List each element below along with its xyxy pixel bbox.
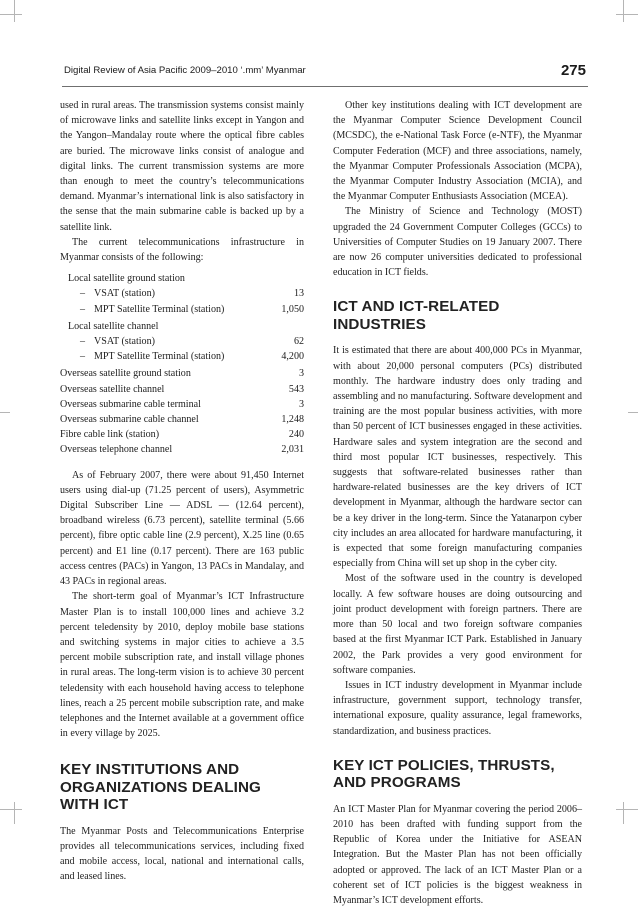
list-item: – MPT Satellite Terminal (station) 1,050 — [60, 302, 304, 317]
paragraph: The short-term goal of Myanmar’s ICT Infrastructure Master Plan is to install 100,000 lines and achieve 3.2 percent teledensity by 2010, deploy mobile base stations and switching systems in major cities to achieve a 3.5 percent mobile subscription rate, and install village phones in rural areas. The long-term vision is to achieve 30 percent teledensity with each household having access to telephone lines, reach a 25 percent mobile subscription rate, and make telephones and the Internet available at a government office in every village by 2025. — [60, 591, 304, 740]
list-item: Fibre cable link (station) 240 — [60, 427, 304, 442]
header-rule — [62, 86, 588, 87]
list-item-value: 2,031 — [281, 444, 304, 456]
list-item: Overseas submarine cable channel 1,248 — [60, 412, 304, 427]
list-item: Overseas telephone channel 2,031 — [60, 442, 304, 457]
paragraph: The Ministry of Science and Technology (MOST) upgraded the 24 Government Computer Colleges (GCCs) to Universities of Computer Studies on 19 January 2007. There are now 26 computer universities dedicated to professional education in ICT fields. — [333, 206, 582, 279]
section-heading: KEY ICT POLICIES, THRUSTS, AND PROGRAMS — [333, 756, 555, 792]
paragraph: As of February 2007, there were about 91,450 Internet users using dial-up (71.25 percent of users), Asymmetric Digital Subscriber Line — ADSL — (12.64 percent), broadband wireless (6.73 percent), satellite terminal (5.66 percent), fibre optic cable line (2.9 percent), X.25 line (0.65 percent) and E1 line (0.17 percent). There are 163 public access centres (PACs) in Yangon, 13 PACs in Mandalay, and 43 PACs in regional areas. — [60, 469, 304, 588]
crop-mark-top-left — [14, 0, 15, 22]
list-item: Overseas submarine cable terminal 3 — [60, 397, 304, 412]
list-item: Overseas satellite channel 543 — [60, 382, 304, 397]
crop-mark-top-left-h — [0, 14, 22, 15]
section-heading: KEY INSTITUTIONS AND ORGANIZATIONS DEALING WITH ICT — [60, 761, 261, 814]
paragraph: Most of the software used in the country is developed locally. A few software houses are doing outsourcing and joint product development with foreign partners. There are more than 50 local and two foreign software companies based at the first Myanmar ICT Park. Established in January 2002, the Park provides a very good environment for software companies. — [333, 573, 582, 676]
list-item-value: 3 — [298, 368, 304, 380]
list-item-value: 1,050 — [281, 303, 304, 315]
list-item-value: 62 — [293, 336, 304, 348]
crop-mark-mid-left — [0, 412, 10, 413]
list-item-value: 4,200 — [281, 351, 304, 363]
paragraph: Issues in ICT industry development in Myanmar include infrastructure, government support, technology transfer, international exposure, quality assurance, legal frameworks, standardization, and business practices. — [333, 679, 582, 737]
list-item-value: 13 — [293, 288, 304, 300]
list-item-value: 240 — [288, 429, 304, 441]
paragraph: An ICT Master Plan for Myanmar covering the period 2006–2010 has been drafted with funding support from the Republic of Korea under the Initiative for ASEAN Integration. But the Master Plan has not been officially adopted or approved. The lack of an ICT Master Plan or a coherent set of ICT policies is the biggest weakness in Myanmar’s ICT development efforts. — [333, 803, 582, 906]
crop-mark-bottom-left — [14, 802, 15, 824]
paragraph: It is estimated that there are about 400,000 PCs in Myanmar, with about 20,000 personal computers (PCs) distributed monthly. The hardware industry does only trading and assembling and no manufacturing. Software development and training are the most popular business activities, with more than 50 percent of ICT businesses engaged in these activities. Hardware sales and system integration are the second and third most popular ICT businesses, respectively. This suggests that software-related businesses rather than hardware-related businesses are the key drivers of ICT development in Myanmar, although the hardware sector can be a key driver in the long-term. Since the Yatanarpon cyber city includes an area allocated for hardware manufacturing, it is expected that some foreign manufacturing companies especially from China will set up shop in the cyber city. — [333, 345, 582, 570]
infrastructure-list — [60, 271, 304, 457]
paragraph: The current telecommunications infrastructure in Myanmar consists of the following: — [60, 236, 304, 264]
crop-mark-bottom-right — [623, 802, 624, 824]
left-column — [60, 98, 304, 885]
crop-mark-bottom-right-h — [616, 809, 638, 810]
list-group-heading: Local satellite channel — [68, 320, 159, 332]
paragraph: used in rural areas. The transmission systems consist mainly of microwave links and satellite links except in Yangon and the Yangon–Mandalay route where the optical fibre cables are buried. The microwave links consist of analogue and digital links. The current transmission systems are more than enough to meet the country’s telecommunications demand. Myanmar’s international link is also satisfactory in the sense that the main submarine cable is backed up by a satellite link. — [60, 100, 304, 233]
crop-mark-top-right-h — [616, 14, 638, 15]
list-item: Overseas satellite ground station 3 — [60, 366, 304, 381]
running-title: Digital Review of Asia Pacific 2009–2010 ‘.mm’ Myanmar — [64, 65, 306, 76]
list-item-value: 1,248 — [281, 414, 304, 426]
list-group-heading: Local satellite ground station — [68, 273, 185, 285]
section-heading: ICT AND ICT-RELATED INDUSTRIES — [333, 298, 500, 333]
list-item: – MPT Satellite Terminal (station) 4,200 — [60, 349, 304, 364]
right-column — [333, 98, 582, 908]
paragraph: Other key institutions dealing with ICT development are the Myanmar Computer Science Development Council (MCSDC), the e-National Task Force (e-NTF), the Myanmar Computer Federation (MCF) and three associations, namely, the Myanmar Computer Professionals Association (MCPA), the Myanmar Computer Industry Association (MCIA), and the Myanmar Computer Enthusiasts Association (MCEA). — [333, 100, 582, 203]
page-number: 275 — [560, 62, 586, 79]
crop-mark-mid-right — [628, 412, 638, 413]
list-item-value: 3 — [298, 398, 304, 410]
list-item: – VSAT (station) 13 — [60, 286, 304, 301]
paragraph: The Myanmar Posts and Telecommunications Enterprise provides all telecommunications services, including fixed and mobile access, local, national and international calls, and leased lines. — [60, 825, 304, 883]
list-item: – VSAT (station) 62 — [60, 334, 304, 349]
crop-mark-top-right — [623, 0, 624, 22]
crop-mark-bottom-left-h — [0, 809, 22, 810]
page-header — [64, 62, 586, 84]
list-item-value: 543 — [288, 383, 304, 395]
